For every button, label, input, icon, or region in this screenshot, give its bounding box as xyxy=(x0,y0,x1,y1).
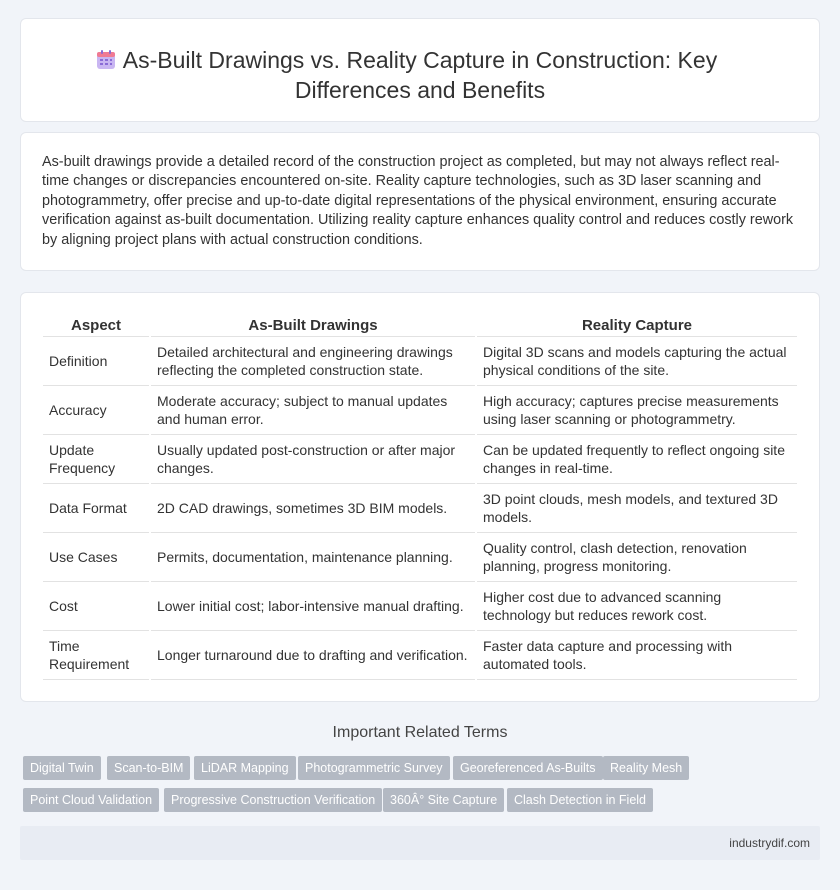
header-aspect: Aspect xyxy=(43,313,149,337)
tag-360-site-capture[interactable]: 360Â° Site Capture xyxy=(383,788,504,812)
table-row xyxy=(43,631,797,680)
aspect-cell: Update Frequency xyxy=(43,435,149,484)
page-title-line-1: As-Built Drawings vs. Reality Capture in Construction: Key xyxy=(122,47,718,73)
intro-text: As-built drawings provide a detailed record of the construction project as completed, but may not always reflect real-time changes or discrepancies encountered on-site. Reality capture technologies, such as 3D laser scanning and photogrammetry, offer precise and up-to-date digital representations of the physical environment, ensuring accurate verification against as-built documentation. Utilizing reality capture enhances quality control and reduces costly rework by aligning project plans with actual construction conditions. xyxy=(42,154,794,248)
as-built-cell: 2D CAD drawings, sometimes 3D BIM models. xyxy=(151,484,475,533)
as-built-cell: Permits, documentation, maintenance planning. xyxy=(151,533,475,582)
tag-photogrammetric-survey[interactable]: Photogrammetric Survey xyxy=(298,756,450,780)
table-row xyxy=(43,435,797,484)
as-built-cell: Detailed architectural and engineering drawings reflecting the completed construction state. xyxy=(151,337,475,386)
as-built-cell: Moderate accuracy; subject to manual updates and human error. xyxy=(151,386,475,435)
tag-lidar-mapping[interactable]: LiDAR Mapping xyxy=(194,756,296,780)
reality-capture-cell: 3D point clouds, mesh models, and textured 3D models. xyxy=(477,484,797,533)
tag-georeferenced-as-builts[interactable]: Georeferenced As-Builts xyxy=(453,756,603,780)
aspect-cell: Data Format xyxy=(43,484,149,533)
reality-capture-cell: Quality control, clash detection, renovation planning, progress monitoring. xyxy=(477,533,797,582)
table-row xyxy=(43,533,797,582)
page-title xyxy=(101,45,739,105)
aspect-cell: Use Cases xyxy=(43,533,149,582)
tag-progressive-construction-verification[interactable]: Progressive Construction Verification xyxy=(164,788,382,812)
aspect-cell: Cost xyxy=(43,582,149,631)
tag-reality-mesh[interactable]: Reality Mesh xyxy=(603,756,689,780)
aspect-cell: Definition xyxy=(43,337,149,386)
reality-capture-cell: Faster data capture and processing with automated tools. xyxy=(477,631,797,680)
reality-capture-cell: Digital 3D scans and models capturing the actual physical conditions of the site. xyxy=(477,337,797,386)
page-title-line-2: Differences and Benefits xyxy=(294,77,546,103)
table-header-row xyxy=(43,313,797,337)
comparison-card xyxy=(20,292,820,702)
reality-capture-cell: Higher cost due to advanced scanning technology but reduces rework cost. xyxy=(477,582,797,631)
aspect-cell: Time Requirement xyxy=(43,631,149,680)
table-row xyxy=(43,386,797,435)
comparison-table xyxy=(41,313,799,680)
header-reality-capture: Reality Capture xyxy=(477,313,797,337)
header-as-built: As-Built Drawings xyxy=(151,313,475,337)
table-row xyxy=(43,337,797,386)
tag-point-cloud-validation[interactable]: Point Cloud Validation xyxy=(23,788,159,812)
tag-digital-twin[interactable]: Digital Twin xyxy=(23,756,101,780)
footer xyxy=(20,826,820,860)
footer-site-link[interactable]: industrydif.com xyxy=(729,836,810,850)
as-built-cell: Longer turnaround due to drafting and verification. xyxy=(151,631,475,680)
as-built-cell: Lower initial cost; labor-intensive manual drafting. xyxy=(151,582,475,631)
tag-clash-detection-in-field[interactable]: Clash Detection in Field xyxy=(507,788,653,812)
aspect-cell: Accuracy xyxy=(43,386,149,435)
table-row xyxy=(43,582,797,631)
header-card xyxy=(20,18,820,122)
intro-card xyxy=(20,132,820,271)
related-terms-title: Important Related Terms xyxy=(332,724,508,741)
tag-scan-to-bim[interactable]: Scan-to-BIM xyxy=(107,756,190,780)
reality-capture-cell: High accuracy; captures precise measurements using laser scanning or photogrammetry. xyxy=(477,386,797,435)
table-row xyxy=(43,484,797,533)
as-built-cell: Usually updated post-construction or after major changes. xyxy=(151,435,475,484)
reality-capture-cell: Can be updated frequently to reflect ongoing site changes in real-time. xyxy=(477,435,797,484)
